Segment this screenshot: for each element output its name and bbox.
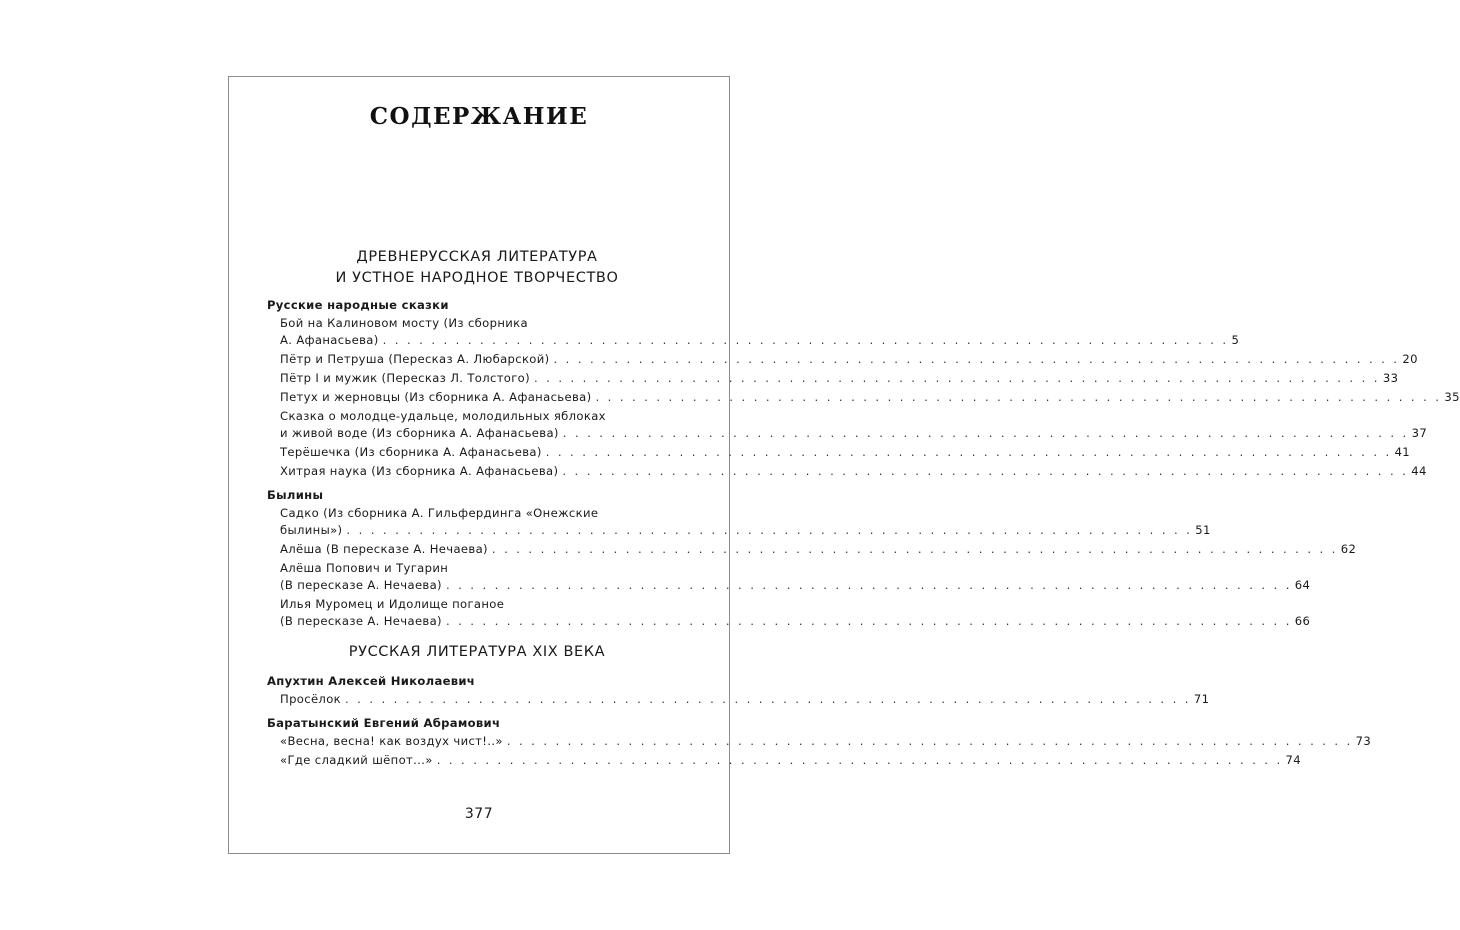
toc-entry-text: Просёлок bbox=[280, 692, 341, 706]
group-title: Апухтин Алексей Николаевич bbox=[267, 674, 476, 688]
toc-entry-line bbox=[280, 733, 1372, 750]
toc-entry-text: Пётр и Петруша (Пересказ А. Любарской) bbox=[280, 352, 550, 366]
toc-entry-page: 64 bbox=[1294, 578, 1311, 592]
toc-entry-line bbox=[280, 389, 1460, 406]
toc-entry-page: 62 bbox=[1340, 542, 1357, 556]
toc-entry[interactable] bbox=[280, 351, 1418, 368]
toc-entry-page: 41 bbox=[1394, 445, 1411, 459]
toc-entry-line bbox=[280, 408, 687, 425]
dot-leader: . . . . . . . . . . . . . . . . . . . . . . . . . . . . . . . . . . . . . . . . . . . . . . . . . . . . . . . . . . . . . . . . . . . . . . bbox=[506, 734, 1353, 748]
section-title bbox=[267, 247, 687, 289]
toc-entry-line bbox=[280, 577, 1311, 594]
toc-entry-text: Алёша Попович и Тугарин bbox=[280, 561, 449, 575]
dot-leader: . . . . . . . . . . . . . . . . . . . . . . . . . . . . . . . . . . . . . . . . . . . . . . . . . . . . . . . . . . . . . . . . . . . . . . bbox=[595, 390, 1442, 404]
toc-entry-page: 51 bbox=[1195, 523, 1211, 537]
group-title: Русские народные сказки bbox=[267, 298, 449, 312]
toc-entry[interactable] bbox=[280, 463, 1427, 480]
toc-entries bbox=[267, 733, 1372, 769]
dot-leader: . . . . . . . . . . . . . . . . . . . . . . . . . . . . . . . . . . . . . . . . . . . . . . . . . . . . . . . . . . . . . . . . . . . . . . bbox=[382, 333, 1229, 347]
toc-entry-page: 44 bbox=[1411, 464, 1427, 478]
toc-entry-text: Хитрая наука (Из сборника А. Афанасьева) bbox=[280, 464, 559, 478]
toc-group bbox=[267, 296, 1460, 480]
dot-leader: . . . . . . . . . . . . . . . . . . . . . . . . . . . . . . . . . . . . . . . . . . . . . . . . . . . . . . . . . . . . . . . . . . . . . . bbox=[562, 426, 1409, 440]
toc-entry-page: 35 bbox=[1444, 390, 1460, 404]
toc-entry-line bbox=[280, 332, 1240, 349]
toc-entry-page: 37 bbox=[1411, 426, 1428, 440]
toc-entry-text: Алёша (В пересказе А. Нечаева) bbox=[280, 542, 488, 556]
toc-entry-line bbox=[280, 560, 687, 577]
toc-entry-line bbox=[280, 691, 1210, 708]
toc-entries bbox=[267, 315, 1460, 480]
section-title-line: ДРЕВНЕРУССКАЯ ЛИТЕРАТУРА bbox=[356, 249, 598, 265]
toc-entries bbox=[267, 505, 1357, 630]
dot-leader: . . . . . . . . . . . . . . . . . . . . . . . . . . . . . . . . . . . . . . . . . . . . . . . . . . . . . . . . . . . . . . . . . . . . . . bbox=[553, 352, 1400, 366]
toc-entry[interactable] bbox=[280, 315, 1240, 349]
toc-entry-text: былины») bbox=[280, 523, 343, 537]
toc-entry-line bbox=[280, 596, 687, 613]
toc-entry-page: 66 bbox=[1294, 614, 1311, 628]
dot-leader: . . . . . . . . . . . . . . . . . . . . . . . . . . . . . . . . . . . . . . . . . . . . . . . . . . . . . . . . . . . . . . . . . . . . . . bbox=[562, 464, 1409, 478]
toc-entry-line bbox=[280, 541, 1357, 558]
toc-entry[interactable] bbox=[280, 691, 1210, 708]
toc-group bbox=[267, 486, 1357, 630]
toc-entry-page: 5 bbox=[1231, 333, 1240, 347]
toc-entry[interactable] bbox=[280, 370, 1399, 387]
toc-entry-line bbox=[280, 463, 1427, 480]
toc-entry[interactable] bbox=[280, 596, 1311, 630]
toc-entry-line bbox=[280, 613, 1311, 630]
toc-entry-line bbox=[280, 505, 687, 522]
section-title-line: И УСТНОЕ НАРОДНОЕ ТВОРЧЕСТВО bbox=[335, 270, 619, 286]
toc-entry-text: (В пересказе А. Нечаева) bbox=[280, 578, 442, 592]
toc-entry-line bbox=[280, 752, 1301, 769]
page-number: 377 bbox=[464, 806, 494, 822]
toc-entry[interactable] bbox=[280, 389, 1460, 406]
toc-entry-line bbox=[280, 425, 1428, 442]
dot-leader: . . . . . . . . . . . . . . . . . . . . . . . . . . . . . . . . . . . . . . . . . . . . . . . . . . . . . . . . . . . . . . . . . . . . . . bbox=[436, 753, 1283, 767]
toc-entries bbox=[267, 691, 1210, 708]
toc-entry-text: Бой на Калиновом мосту (Из сборника bbox=[280, 316, 528, 330]
toc-entry-text: Петух и жерновцы (Из сборника А. Афанасьева) bbox=[280, 390, 592, 404]
toc-entry-page: 74 bbox=[1285, 753, 1301, 767]
toc-entry-text: Терёшечка (Из сборника А. Афанасьева) bbox=[280, 445, 542, 459]
toc-group bbox=[267, 672, 1210, 708]
contents-title: СОДЕРЖАНИЕ bbox=[369, 103, 589, 130]
dot-leader: . . . . . . . . . . . . . . . . . . . . . . . . . . . . . . . . . . . . . . . . . . . . . . . . . . . . . . . . . . . . . . . . . . . . . . bbox=[534, 371, 1380, 385]
dot-leader: . . . . . . . . . . . . . . . . . . . . . . . . . . . . . . . . . . . . . . . . . . . . . . . . . . . . . . . . . . . . . . . . . . . . . . bbox=[344, 692, 1191, 706]
toc-entry[interactable] bbox=[280, 408, 1428, 442]
table-of-contents bbox=[267, 247, 1460, 775]
toc-entry-page: 71 bbox=[1193, 692, 1210, 706]
toc-entry[interactable] bbox=[280, 444, 1411, 461]
toc-entry-page: 20 bbox=[1402, 352, 1418, 366]
group-title: Баратынский Евгений Абрамович bbox=[267, 716, 501, 730]
toc-entry-text: «Где сладкий шёпот...» bbox=[280, 753, 433, 767]
toc-entry[interactable] bbox=[280, 560, 1311, 594]
toc-entry-line bbox=[280, 444, 1411, 461]
dot-leader: . . . . . . . . . . . . . . . . . . . . . . . . . . . . . . . . . . . . . . . . . . . . . . . . . . . . . . . . . . . . . . . . . . . . . . bbox=[346, 523, 1193, 537]
dot-leader: . . . . . . . . . . . . . . . . . . . . . . . . . . . . . . . . . . . . . . . . . . . . . . . . . . . . . . . . . . . . . . . . . . . . . . bbox=[445, 578, 1292, 592]
toc-entry-text: и живой воде (Из сборника А. Афанасьева) bbox=[280, 426, 559, 440]
toc-entry-page: 33 bbox=[1382, 371, 1399, 385]
group-title: Былины bbox=[267, 488, 324, 502]
toc-entry-text: Садко (Из сборника А. Гильфердинга «Онежские bbox=[280, 506, 599, 520]
toc-entry-text: А. Афанасьева) bbox=[280, 333, 379, 347]
toc-entry-line bbox=[280, 522, 1211, 539]
toc-entry-page: 73 bbox=[1355, 734, 1372, 748]
toc-entry-line bbox=[280, 370, 1399, 387]
toc-entry-text: «Весна, весна! как воздух чист!..» bbox=[280, 734, 503, 748]
toc-group bbox=[267, 714, 1372, 769]
toc-entry-line bbox=[280, 315, 687, 332]
section-title-line: РУССКАЯ ЛИТЕРАТУРА XIX ВЕКА bbox=[348, 644, 606, 660]
toc-entry-text: (В пересказе А. Нечаева) bbox=[280, 614, 442, 628]
toc-entry[interactable] bbox=[280, 733, 1372, 750]
toc-entry-line bbox=[280, 351, 1418, 368]
toc-entry[interactable] bbox=[280, 541, 1357, 558]
dot-leader: . . . . . . . . . . . . . . . . . . . . . . . . . . . . . . . . . . . . . . . . . . . . . . . . . . . . . . . . . . . . . . . . . . . . . . bbox=[445, 614, 1292, 628]
toc-entry-text: Пётр I и мужик (Пересказ Л. Толстого) bbox=[280, 371, 530, 385]
section-title bbox=[267, 642, 687, 663]
toc-entry-text: Илья Муромец и Идолище поганое bbox=[280, 597, 505, 611]
toc-entry[interactable] bbox=[280, 752, 1301, 769]
toc-entry[interactable] bbox=[280, 505, 1211, 539]
dot-leader: . . . . . . . . . . . . . . . . . . . . . . . . . . . . . . . . . . . . . . . . . . . . . . . . . . . . . . . . . . . . . . . . . . . . . . bbox=[545, 445, 1392, 459]
dot-leader: . . . . . . . . . . . . . . . . . . . . . . . . . . . . . . . . . . . . . . . . . . . . . . . . . . . . . . . . . . . . . . . . . . . . . . bbox=[491, 542, 1338, 556]
toc-entry-text: Сказка о молодце-удальце, молодильных яблоках bbox=[280, 409, 606, 423]
book-page bbox=[228, 76, 1460, 854]
